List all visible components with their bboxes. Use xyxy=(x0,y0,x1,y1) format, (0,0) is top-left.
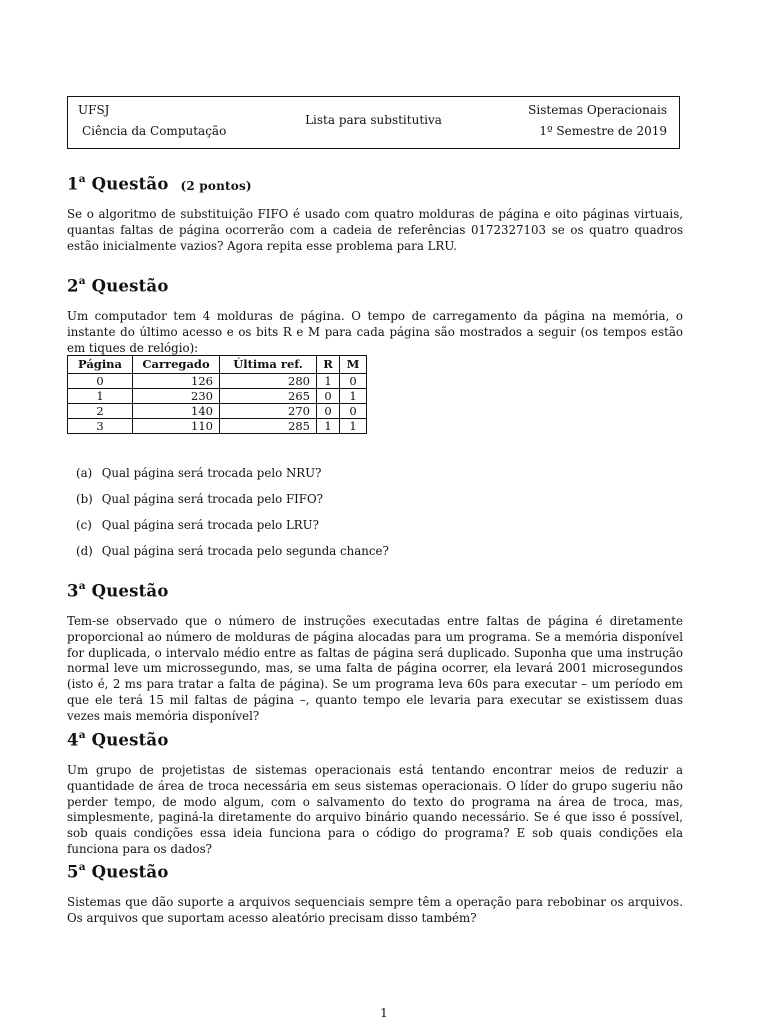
list-item xyxy=(76,491,389,517)
table-cell: 140 xyxy=(133,404,220,419)
table-cell: 1 xyxy=(317,374,340,389)
table-cell: 0 xyxy=(317,404,340,419)
ordinal-mark: a xyxy=(78,729,86,741)
option-text: Qual página será trocada pelo NRU? xyxy=(101,466,322,480)
table-cell: 0 xyxy=(340,404,367,419)
question-1-heading xyxy=(67,174,252,194)
table-row xyxy=(68,389,367,404)
question-2-text: Um computador tem 4 molduras de página. O tempo de carregamento da página na memória, o instante do último acesso e os bits R e M para cada página são mostrados a seguir (os tempos estão em tiques de relógio): xyxy=(67,309,683,355)
course-label: Ciência da Computação xyxy=(82,124,227,138)
table-cell: 270 xyxy=(220,404,317,419)
question-word: Questão xyxy=(91,862,169,882)
question-number: 4 xyxy=(67,730,79,750)
table-cell: 126 xyxy=(133,374,220,389)
table-cell: 2 xyxy=(68,404,133,419)
question-5-text: Sistemas que dão suporte a arquivos sequenciais sempre têm a operação para rebobinar os arquivos. Os arquivos que suportam acesso aleatório precisam disso também? xyxy=(67,895,683,925)
table-header-cell: Última ref. xyxy=(220,356,317,374)
ordinal-mark: a xyxy=(78,580,86,592)
table-row xyxy=(68,404,367,419)
table-cell: 1 xyxy=(68,389,133,404)
option-text: Qual página será trocada pelo LRU? xyxy=(101,518,319,532)
question-word: Questão xyxy=(91,730,169,750)
option-text: Qual página será trocada pelo segunda chance? xyxy=(101,544,389,558)
list-item xyxy=(76,517,389,543)
question-word: Questão xyxy=(91,276,169,296)
question-4-text: Um grupo de projetistas de sistemas operacionais está tentando encontrar meios de reduzir a quantidade de área de troca necessária em seus sistemas operacionais. O líder do grupo sugeriu não perder tempo, de modo algum, com o salvamento do texto do programa na área de troca, mas, simplesmente, paginá-la diretamente do arquivo binário quando necessário. Se é que isso é possível, sob quais condições essa ideia funciona para o código do programa? E sob quais condições ela funciona para os dados? xyxy=(67,763,683,856)
question-number: 2 xyxy=(67,276,79,296)
list-item xyxy=(76,465,389,491)
subject-label: Sistemas Operacionais xyxy=(528,103,667,117)
question-4-heading xyxy=(67,730,169,750)
question-5-heading xyxy=(67,862,169,882)
table-row xyxy=(68,374,367,389)
document-title: Lista para substitutiva xyxy=(305,113,442,127)
table-header-cell: Carregado xyxy=(133,356,220,374)
question-number: 5 xyxy=(67,862,79,882)
table-header-row xyxy=(68,356,367,374)
table-header-cell: Página xyxy=(68,356,133,374)
question-word: Questão xyxy=(91,174,169,194)
question-1-text: Se o algoritmo de substituição FIFO é usado com quatro molduras de página e oito páginas virtuais, quantas faltas de página ocorrerão com a cadeia de referências 0172327103 se os quatro quadros estão inicialmente vazios? Agora repita esse problema para LRU. xyxy=(67,207,683,253)
institution-label: UFSJ xyxy=(78,103,110,117)
ordinal-mark: a xyxy=(78,173,86,185)
table-cell: 1 xyxy=(317,419,340,434)
question-3-text: Tem-se observado que o número de instruções executadas entre faltas de página é diretamente proporcional ao número de molduras de página alocadas para um programa. Se a memória disponível for duplicada, o intervalo médio entre as faltas de página será duplicado. Suponha que uma instrução normal leve um microssegundo, mas, se uma falta de página ocorrer, ela levará 2001 microsegundos (isto é, 2 ms para tratar a falta de página). Se um programa leva 60s para executar – um período em que ele terá 15 mil faltas de página –, quanto tempo ele levaria para executar se existissem duas vezes mais memória disponível? xyxy=(67,614,683,723)
table-cell: 0 xyxy=(340,374,367,389)
semester-label: 1º Semestre de 2019 xyxy=(539,124,667,138)
table-cell: 1 xyxy=(340,389,367,404)
table-cell: 280 xyxy=(220,374,317,389)
ordinal-mark: a xyxy=(78,275,86,287)
table-cell: 285 xyxy=(220,419,317,434)
ordinal-mark: a xyxy=(78,861,86,873)
table-cell: 0 xyxy=(317,389,340,404)
table-cell: 230 xyxy=(133,389,220,404)
question-2-options xyxy=(76,465,389,569)
question-word: Questão xyxy=(91,581,169,601)
list-item xyxy=(76,543,389,569)
option-label: (d) xyxy=(76,544,93,558)
question-points: (2 pontos) xyxy=(180,178,252,193)
table-row xyxy=(68,419,367,434)
table-cell: 110 xyxy=(133,419,220,434)
question-3-heading xyxy=(67,581,169,601)
question-number: 3 xyxy=(67,581,79,601)
table-header-cell: M xyxy=(340,356,367,374)
question-2-heading xyxy=(67,276,169,296)
question-number: 1 xyxy=(67,174,79,194)
option-label: (a) xyxy=(76,466,93,480)
option-label: (c) xyxy=(76,518,92,532)
table-cell: 0 xyxy=(68,374,133,389)
option-label: (b) xyxy=(76,492,93,506)
header-box xyxy=(67,96,680,149)
page-number: 1 xyxy=(380,1006,388,1020)
page-table xyxy=(67,355,367,434)
option-text: Qual página será trocada pelo FIFO? xyxy=(101,492,323,506)
table-cell: 265 xyxy=(220,389,317,404)
table-cell: 1 xyxy=(340,419,367,434)
table-header-cell: R xyxy=(317,356,340,374)
table-cell: 3 xyxy=(68,419,133,434)
